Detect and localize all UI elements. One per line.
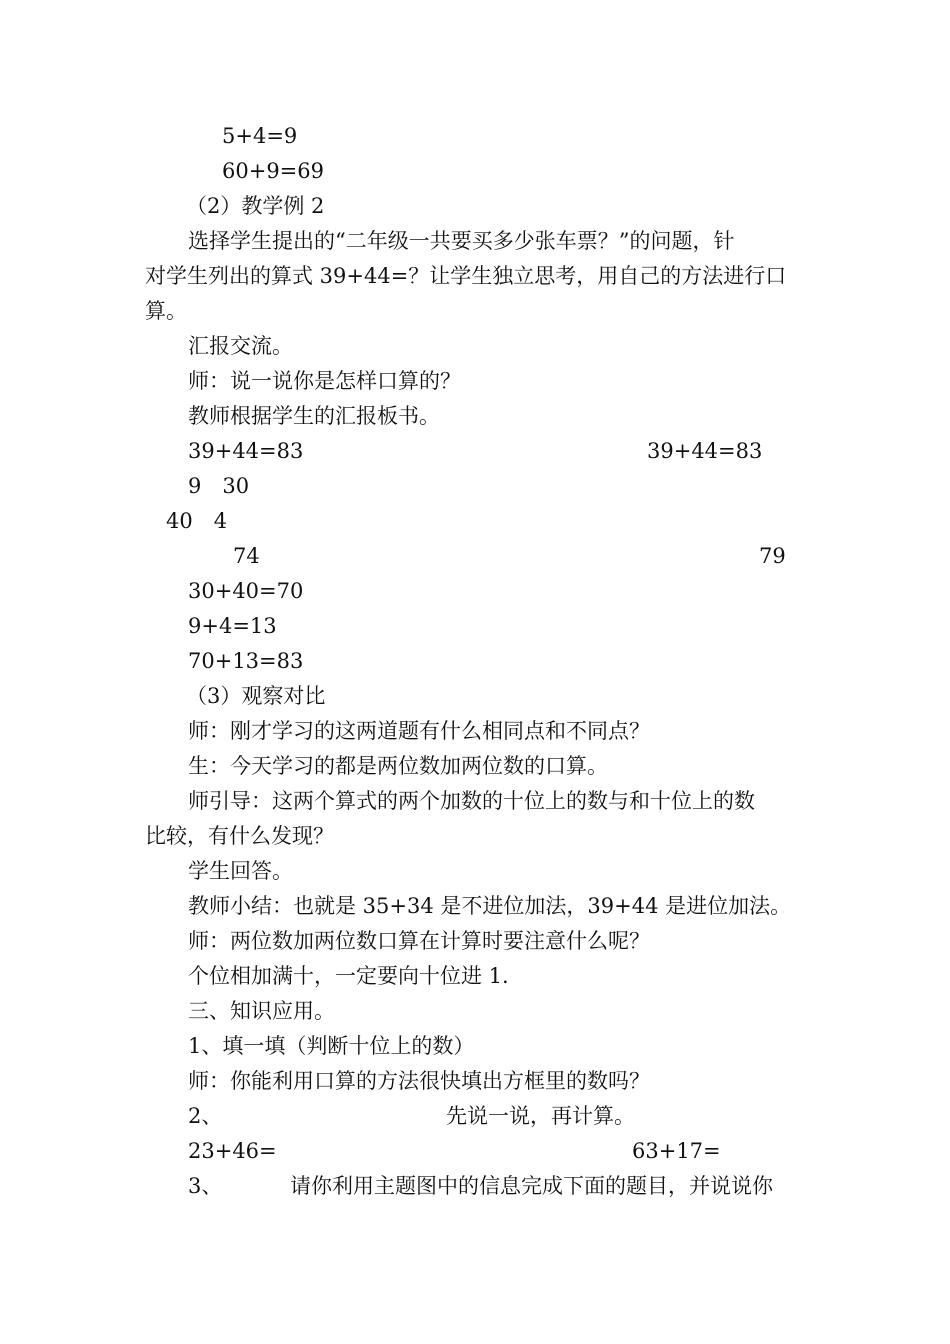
teacher-question: 师：两位数加两位数口算在计算时要注意什么呢？ (188, 929, 650, 953)
equation-70-plus-13: 70+13=83 (188, 649, 304, 673)
paragraph-line: 比较，有什么发现？ (145, 824, 334, 848)
exercise-1-heading: 1、填一填（判断十位上的数） (188, 1034, 475, 1058)
equation-left: 39+44=83 (188, 439, 304, 463)
teacher-question: 师：刚才学习的这两道题有什么相同点和不同点？ (188, 719, 650, 743)
equation-5-plus-4: 5+4=9 (222, 124, 298, 148)
paragraph-line: 汇报交流。 (188, 334, 293, 358)
paragraph-line: 学生回答。 (188, 859, 293, 883)
teacher-question: 师：说一说你是怎样口算的？ (188, 369, 461, 393)
section-heading-example-2: （2）教学例 2 (186, 194, 325, 218)
decomposition-row: 40 4 (166, 509, 228, 533)
teacher-summary: 教师小结：也就是 35+34 是不进位加法，39+44 是进位加法。 (188, 894, 792, 918)
paragraph-line: 教师根据学生的汇报板书。 (188, 404, 440, 428)
paragraph-line: 选择学生提出的“二年级一共要买多少张车票？”的问题，针 (188, 229, 735, 253)
section-heading-application: 三、知识应用。 (188, 999, 335, 1023)
teacher-question: 师：你能利用口算的方法很快填出方框里的数吗？ (188, 1069, 650, 1093)
paragraph-line: 对学生列出的算式 39+44=？让学生独立思考，用自己的方法进行口 (145, 264, 787, 288)
equation-60-plus-9: 60+9=69 (222, 159, 324, 183)
paragraph-line: 师引导：这两个算式的两个加数的十位上的数与和十位上的数 (188, 789, 755, 813)
intermediate-sum-right: 79 (759, 544, 786, 568)
equation-9-plus-4: 9+4=13 (188, 614, 277, 638)
equation-right: 39+44=83 (647, 439, 763, 463)
exercise-equation-left: 23+46= (188, 1139, 277, 1163)
paragraph-line: 算。 (145, 299, 187, 323)
decomposition-row: 9 30 (188, 474, 250, 498)
exercise-3-instruction: 请你利用主题图中的信息完成下面的题目，并说说你 (290, 1174, 773, 1198)
section-heading-compare: （3）观察对比 (186, 684, 326, 708)
equation-30-plus-40: 30+40=70 (188, 579, 304, 603)
paragraph-line: 个位相加满十，一定要向十位进 1. (188, 964, 509, 988)
exercise-3-number: 3、 (188, 1174, 223, 1198)
intermediate-sum-left: 74 (233, 544, 260, 568)
student-answer: 生：今天学习的都是两位数加两位数的口算。 (188, 754, 608, 778)
exercise-2-number: 2、 (188, 1104, 223, 1128)
exercise-2-instruction: 先说一说，再计算。 (446, 1104, 635, 1128)
exercise-equation-right: 63+17= (632, 1139, 721, 1163)
